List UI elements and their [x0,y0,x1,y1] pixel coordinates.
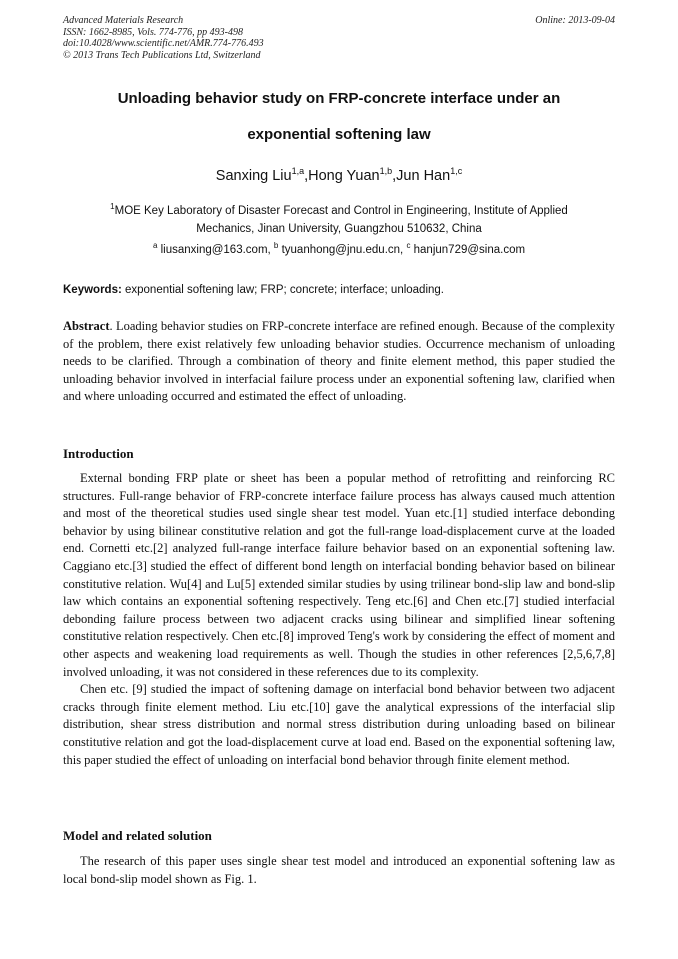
journal-doi: doi:10.4028/www.scientific.net/AMR.774-776.493 [63,38,264,49]
model-body [63,853,615,888]
abstract-label: Abstract [63,319,110,333]
keywords [63,284,615,296]
email-address: liusanxing@163.com, [160,244,271,256]
email-sup: b [273,241,279,251]
affiliation-sup: 1 [110,202,115,212]
paragraph: Chen etc. [9] studied the impact of softening damage on interfacial bond behavior between two adjacent cracks through finite element method. Liu etc.[10] gave the analytical expressions of the interfacial slip distribution, shear stress distribution and normal stress distribution during unloading based on bilinear constitutive relation and got the load-displacement curve at load end. Based on the exponential softening law, this paper studied the effect of unloading on interfacial bond behavior through finite element method. [63,682,615,767]
online-date: Online: 2013-09-04 [535,15,615,26]
author-sup: 1,c [450,166,463,177]
journal-copyright: © 2013 Trans Tech Publications Ltd, Switzerland [63,49,261,61]
author-list: Sanxing Liu$^{1,a}$,Hong Yuan$^{1,b}$,Jun Han$^{1,c}$ [215,166,463,184]
email-list [0,241,678,256]
email-address: hanjun729@sina.com [413,244,526,256]
journal-issn: ISSN: 1662-8985, Vols. 774-776, pp 493-498 [63,26,243,38]
email-sup: a [152,241,158,251]
email-address: tyuanhong@jnu.edu.cn, [281,244,404,256]
section-heading-introduction: Introduction [63,446,134,461]
paragraph: External bonding FRP plate or sheet has been a popular method of retrofitting and reinforcing RC structures. Full-range behavior of FRP-concrete interface failure process has always caused much attention and most of the theoretical studies used single shear test model. Yuan etc.[1] studied interface debonding behavior by using bilinear constitutive relation and got the full-range load-displacement curve at the loaded end. Cornetti etc.[2] analyzed full-range interface failure behavior based on an exponential softening law. Caggiano etc.[3] studied the effect of different bond length on interfacial bonding behavior based on bilinear constitutive relation. Wu[4] and Lu[5] extended similar studies by using trilinear bond-slip law and bond-slip law which contains an exponential softening respectively. Teng etc.[6] and Chen etc.[7] studied interfacial debonding failure process between two adjacent cracks using bilinear and simplified linear softening constitutive relation respectively. Chen etc.[8] improved Teng's work by considering the effect of moment and other aspects and weakening load requirements as well. Though the studies in other references [2,5,6,7,8] involved unloading, it was not considered in these references due to its complexity. [63,471,615,679]
author-name: Hong Yuan [308,168,380,184]
paper-title-line-2: exponential softening law [247,126,431,143]
paper-title-line-1: Unloading behavior study on FRP-concrete interface under an [117,90,561,107]
email-sup: c [406,241,411,251]
journal-header [63,15,264,61]
author-sup: 1,a [291,166,305,177]
introduction-body [63,470,615,769]
author-sup: 1,b [379,166,393,177]
author-name: Jun Han [396,168,451,184]
keywords-label: Keywords: [63,284,122,296]
paragraph: The research of this paper uses single shear test model and introduced an exponential softening law as local bond-slip model shown as Fig. 1. [63,854,615,886]
author-name: Sanxing Liu [215,168,292,184]
affiliation-text: MOE Key Laboratory of Disaster Forecast and Control in Engineering, Institute of Applied Mechanics, Jinan University, Guangzhou 510632, China [114,205,568,235]
abstract [63,318,615,406]
abstract-text: . Loading behavior studies on FRP-concrete interface are refined enough. Because of the complexity of the problem, there exist relatively few unloading behavior studies. Occurrence mechanism of unloading needs to be clarified. Through a combination of theory and finite element method, this paper studied the unloading behavior involved in interfacial failure process under an exponential softening law, clarified when and where unloading occurred and estimated the effect of unloading. [63,319,615,404]
journal-name: Advanced Materials Research [63,15,184,26]
affiliation [80,202,598,238]
keywords-text: exponential softening law; FRP; concrete; interface; unloading. [125,284,444,296]
section-heading-model: Model and related solution [63,828,212,843]
